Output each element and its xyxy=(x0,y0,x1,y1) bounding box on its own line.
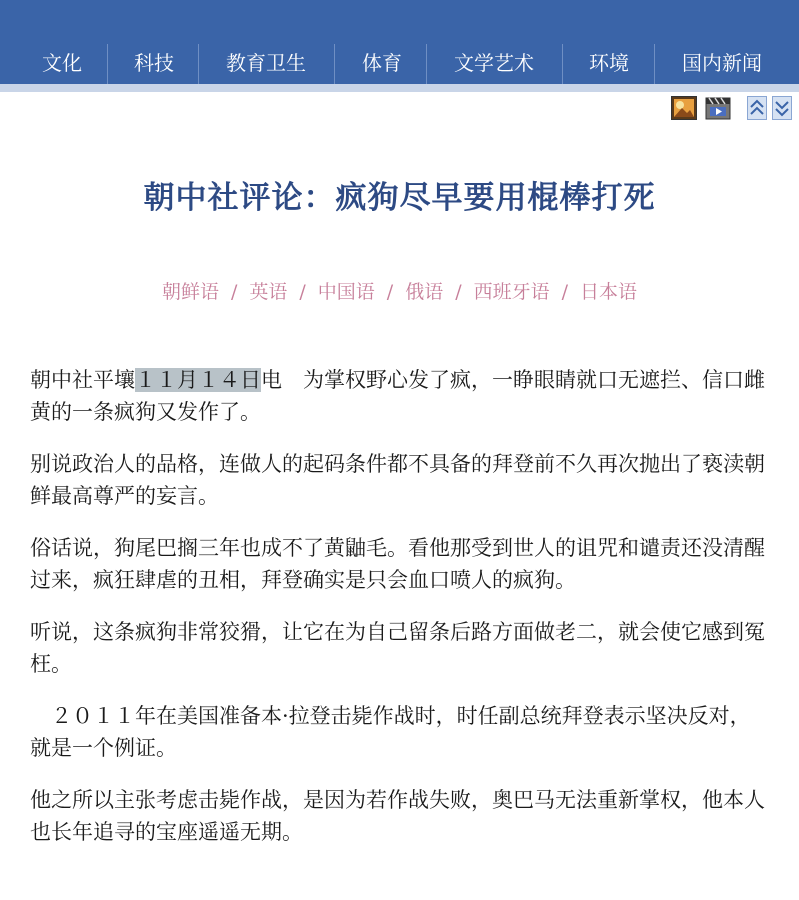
nav-divider xyxy=(198,44,199,84)
article-title: 朝中社评论：疯狗尽早要用棍棒打死 xyxy=(143,180,656,216)
article-body xyxy=(30,364,770,868)
dateline-prefix: 朝中社平壤 xyxy=(30,368,135,392)
article-paragraph xyxy=(30,364,770,428)
lang-link-english[interactable]: 英语 xyxy=(249,281,288,303)
nav-item-science[interactable]: 科技 xyxy=(134,51,174,75)
nav-divider xyxy=(654,44,655,84)
image-icon[interactable] xyxy=(671,96,697,120)
article-paragraph: ２０１１年在美国准备本·拉登击毙作战时，时任副总统拜登表示坚决反对，就是一个例证。 xyxy=(30,704,751,760)
dateline-rest: 电 为掌权野心发了疯，一睁眼睛就口无遮拦、信口雌黄的一条疯狗又发作了。 xyxy=(30,368,765,424)
nav-divider xyxy=(562,44,563,84)
scroll-up-icon[interactable] xyxy=(747,96,767,120)
top-nav-bar xyxy=(0,0,799,84)
article-paragraph: 俗话说，狗尾巴搁三年也成不了黄鼬毛。看他那受到世人的诅咒和谴责还没清醒过来，疯狂肆虐的丑相，拜登确实是只会血口喷人的疯狗。 xyxy=(30,536,765,592)
nav-item-literature-art[interactable]: 文学艺术 xyxy=(454,51,534,75)
lang-separator: / xyxy=(386,281,394,303)
nav-bar-underline xyxy=(0,84,799,92)
nav-item-culture[interactable]: 文化 xyxy=(42,51,82,75)
nav-divider xyxy=(107,44,108,84)
nav-item-domestic-news[interactable]: 国内新闻 xyxy=(682,51,762,75)
nav-item-environment[interactable]: 环境 xyxy=(589,51,629,75)
lang-link-russian[interactable]: 俄语 xyxy=(405,281,444,303)
nav-divider xyxy=(426,44,427,84)
language-links xyxy=(0,277,799,304)
lang-link-korean[interactable]: 朝鲜语 xyxy=(161,281,219,303)
article-paragraph: 听说，这条疯狗非常狡猾，让它在为自己留条后路方面做老二，就会使它感到冤枉。 xyxy=(30,620,765,676)
nav-item-sports[interactable]: 体育 xyxy=(362,51,402,75)
lang-link-japanese[interactable]: 日本语 xyxy=(580,281,638,303)
lang-link-chinese[interactable]: 中国语 xyxy=(317,281,375,303)
lang-separator: / xyxy=(455,281,462,303)
article-paragraph: 他之所以主张考虑击毙作战，是因为若作战失败，奥巴马无法重新掌权，他本人也长年追寻的宝座遥遥无期。 xyxy=(30,788,765,844)
nav-item-education-health[interactable]: 教育卫生 xyxy=(226,51,306,75)
article-paragraph: 别说政治人的品格，连做人的起码条件都不具备的拜登前不久再次抛出了亵渎朝鲜最高尊严的妄言。 xyxy=(30,452,765,508)
lang-link-spanish[interactable]: 西班牙语 xyxy=(473,281,550,303)
lang-separator: / xyxy=(561,281,569,303)
highlighted-date: １１月１４日 xyxy=(135,368,261,392)
video-icon[interactable] xyxy=(705,96,731,120)
lang-separator: / xyxy=(299,281,306,303)
scroll-down-icon[interactable] xyxy=(772,96,792,120)
lang-separator: / xyxy=(230,281,238,303)
nav-divider xyxy=(334,44,335,84)
